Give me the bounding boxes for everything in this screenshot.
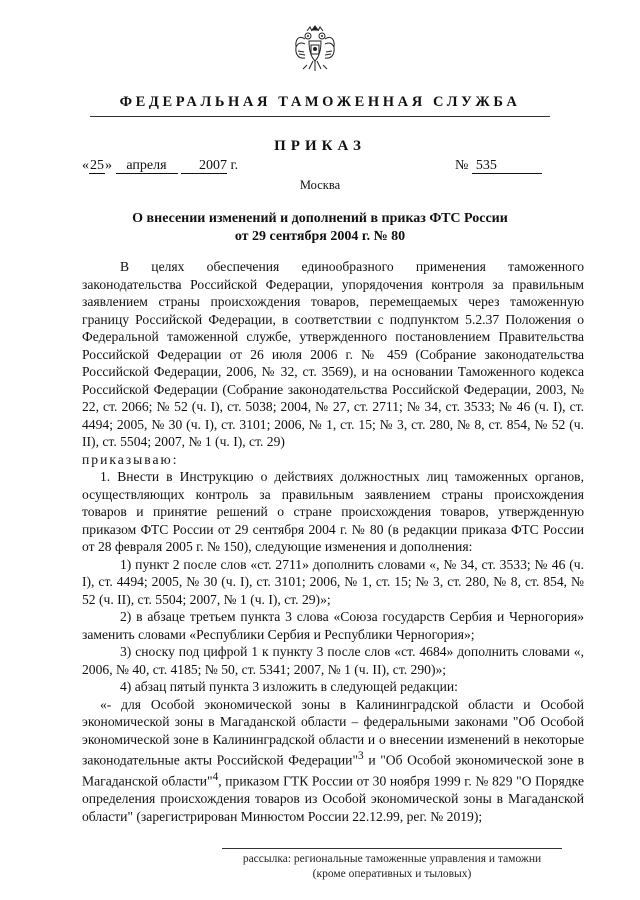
header-divider: [90, 116, 550, 117]
footer-divider: [222, 848, 562, 849]
footnote-4: 4: [212, 771, 219, 784]
distribution-line-2: (кроме оперативных и тыловых): [312, 868, 472, 880]
order-date: [82, 158, 238, 174]
number-value: 535: [472, 158, 542, 174]
order-title: [0, 210, 640, 246]
quoted-paragraph: [82, 696, 584, 826]
title-line-2: от 29 сентября 2004 г. № 80: [234, 229, 406, 244]
date-year: [181, 158, 227, 174]
sub-item-4: 4) абзац пятый пункта 3 изложить в следующей редакции:: [120, 679, 458, 694]
russian-coat-of-arms-icon: [293, 25, 337, 75]
quote-part-a: «- для Особой экономической зоны в Калининградской области и Особой экономической зоны в Магаданской области – федеральными законами "Об Особой экономической зоне в Калининградской области и о внесении изменений в некоторые законодательные акты Российской Федерации": [82, 696, 584, 768]
order-body: [82, 258, 584, 825]
footnote-3: 3: [358, 750, 364, 762]
distribution-line-1: рассылка: региональные таможенные управления и таможни: [242, 853, 542, 865]
city: Москва: [299, 178, 341, 192]
order-word: приказываю:: [82, 451, 179, 467]
sub-item-3: 3) сноску под цифрой 1 к пункту 3 после слов «ст. 4684» дополнить словами «, 2006, № 40, ст. 4185; № 50, ст. 5341; 2007, № 1 (ч. II), ст. 290)»;: [82, 644, 584, 677]
preamble: В целях обеспечения единообразного применения таможенного законодательства Российской Федерации, упорядочения контроля за правильным заявлением страны происхождения товаров, перемещаемых через таможенную границу Российской Федерации, в соответствии с подпунктом 5.2.37 Положения о Федеральной таможенной службе, утвержденного постановлением Правительства Российской Федерации от 26 июля 2006 г. № 459 (Собрание законодательства Российской Федерации, 2006, № 32, ст. 3569), и на основании Таможенного кодекса Российской Федерации (Собрание законодательства Российской Федерации, 2003, № 22, ст. 2066; № 52 (ч. I), ст. 5038; 2004, № 27, ст. 2711; № 34, ст. 3533; № 46 (ч. I), ст. 4494; 2005, № 30 (ч. I), ст. 3101; 2006, № 1, ст. 15; № 3, ст. 280, № 8, ст. 854, № 52 (ч. II), ст. 5504; 2007, № 1 (ч. I), ст. 29): [82, 259, 584, 449]
sub-item-2: 2) в абзаце третьем пункта 3 слова «Союза государств Сербия и Черногория» заменить словами «Республики Сербия и Республики Черногория»;: [82, 609, 584, 642]
agency-name: ФЕДЕРАЛЬНАЯ ТАМОЖЕННАЯ СЛУЖБА: [119, 94, 521, 110]
date-open-quote: «: [82, 158, 89, 173]
date-year-unit: г.: [230, 158, 239, 173]
quote-part-c: , приказом ГТК России от 30 ноября 1999 г. № 829 "О Порядке определения происхождения товаров из Особой экономической зоны в Магаданской области" (зарегистрирован Минюстом России 22.12.99, рег. № 2019);: [82, 773, 584, 824]
date-year-prefix: 200: [199, 158, 220, 173]
date-year-suffix: 7: [220, 158, 227, 173]
date-day: 25: [90, 158, 104, 173]
item-1: 1. Внести в Инструкцию о действиях должностных лиц таможенных органов, осуществляющих контроль за правильным заявлением страны происхождения товаров и принятие решений о стране происхождения товаров, утвержденную приказом ФТС России от 29 сентября 2004 г. № 80 (в редакции приказа ФТС России от 28 февраля 2005 г. № 150), следующие изменения и дополнения:: [82, 469, 584, 554]
title-line-1: О внесении изменений и дополнений в приказ ФТС России: [132, 211, 508, 226]
sub-item-1: 1) пункт 2 после слов «ст. 2711» дополнить словами «, № 34, ст. 3533; № 46 (ч. I), ст. 4494; 2005, № 30 (ч. I), ст. 3101; 2006, № 1, ст. 15; № 3, ст. 280, № 8, ст. 854, № 52 (ч. II), ст. 5504; 2007, № 1 (ч. I), ст. 29)»;: [82, 556, 584, 607]
distribution-note: [222, 852, 562, 882]
date-close-quote: »: [105, 158, 112, 173]
order-number: [455, 158, 542, 174]
document-type: ПРИКАЗ: [274, 138, 366, 154]
date-month: апреля: [116, 158, 178, 174]
number-label: №: [455, 158, 469, 173]
quote-part-b: и "Об Особой экономической зоне в Магаданской области": [82, 752, 584, 789]
